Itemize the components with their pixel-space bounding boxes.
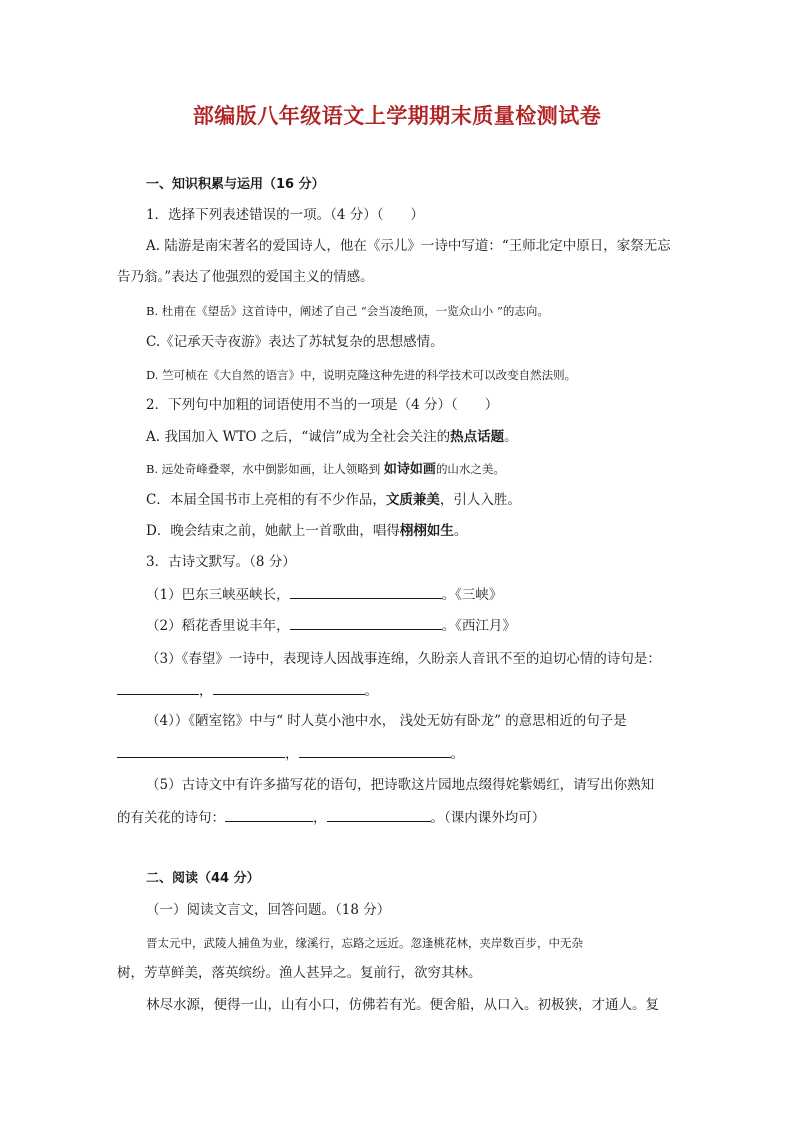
question-3-part-3-line2 <box>117 681 378 700</box>
answer-blank[interactable] <box>213 681 365 695</box>
question-1-option-a-line1: A. 陆游是南宋著名的爱国诗人，他在《示儿》一诗中写道：“王师北定中原日，家祭无忘 <box>146 238 671 254</box>
option-text: A. 我国加入 WTO 之后，“诚信”成为全社会关注的 <box>146 429 451 445</box>
poem-text: 的有关花的诗句： <box>117 810 225 826</box>
poem-source: 。《西江月》 <box>441 618 516 634</box>
comma: ， <box>313 810 327 826</box>
question-3-part-4-line1: （4））《陋室铭》中与“ 时人莫小池中水， 浅处无妨有卧龙” 的意思相近的句子是 <box>146 713 627 729</box>
answer-blank[interactable] <box>117 681 199 695</box>
question-2-option-b <box>146 460 505 479</box>
option-text: 。 <box>504 429 518 445</box>
question-3-part-5-line1: （5）古诗文中有许多描写花的语句，把诗歌这片园地点缀得姹紫嫣红，请写出你熟知 <box>146 777 655 793</box>
bold-term: 热点话题 <box>450 429 505 445</box>
note: 。（课内课外均可） <box>430 810 546 826</box>
reading-subsection-1: （一）阅读文言文，回答问题。（18 分） <box>146 902 391 918</box>
option-text: B. 远处奇峰叠翠，水中倒影如画，让人领略到 <box>146 462 384 476</box>
answer-blank[interactable] <box>225 808 313 822</box>
answer-blank[interactable] <box>327 808 431 822</box>
bold-term: 栩栩如生 <box>399 523 454 539</box>
period: 。 <box>364 683 378 699</box>
poem-source: 。《三峡》 <box>441 587 503 603</box>
section-1-heading: 一、知识积累与运用（16 分） <box>146 177 325 192</box>
question-1-stem: 1．选择下列表述错误的一项。（4 分）（ ） <box>146 207 424 223</box>
poem-text: （1）巴东三峡巫峡长， <box>146 587 290 603</box>
option-text: D．晚会结束之前，她献上一首歌曲，唱得 <box>146 523 400 539</box>
option-text: 。 <box>453 523 468 539</box>
question-1-option-a-line2: 告乃翁。”表达了他强烈的爱国主义的情感。 <box>117 269 374 285</box>
comma: ， <box>199 683 213 699</box>
answer-blank[interactable] <box>290 616 442 630</box>
question-2-stem: 2．下列句中加粗的词语使用不当的一项是（4 分）（ ） <box>146 397 499 413</box>
reading-passage-line: 林尽水源，便得一山，山有小口，仿佛若有光。便舍船，从口入。初极狭，才通人。复 <box>146 997 659 1013</box>
section-2-heading: 二、阅读（44 分） <box>146 871 260 886</box>
answer-blank[interactable] <box>290 585 442 599</box>
question-3-part-5-line2 <box>117 808 545 827</box>
page-title: 部编版八年级语文上学期期末质量检测试卷 <box>192 104 602 128</box>
period: 。 <box>450 746 464 762</box>
reading-passage-line: 晋太元中，武陵人捕鱼为业，缘溪行，忘路之远近。忽逢桃花林，夹岸数百步，中无杂 <box>146 936 583 950</box>
answer-blank[interactable] <box>299 744 451 758</box>
poem-text: （2）稻花香里说丰年， <box>146 618 290 634</box>
question-1-option-d: D. 竺可桢在《大自然的语言》中，说明克隆这种先进的科学技术可以改变自然法则。 <box>146 368 577 382</box>
comma: ， <box>285 746 299 762</box>
reading-passage-line: 树，芳草鲜美，落英缤纷。渔人甚异之。复前行，欲穷其林。 <box>117 965 482 981</box>
answer-blank[interactable] <box>117 744 285 758</box>
option-text: ，引人入胜。 <box>439 492 521 508</box>
question-2-option-d <box>146 522 467 540</box>
option-text: C．本届全国书市上亮相的有不少作品， <box>146 492 386 508</box>
question-3-part-2 <box>146 616 516 635</box>
question-3-part-4-line2 <box>117 744 464 763</box>
question-1-option-c: C.《记承天寺夜游》表达了苏轼复杂的思想感情。 <box>146 334 444 350</box>
question-3-part-1 <box>146 585 502 604</box>
question-1-option-b: B. 杜甫在《望岳》这首诗中，阐述了自己 “会当凌绝顶，一览众山小 ”的志向。 <box>146 304 549 318</box>
option-text: 的山水之美。 <box>435 462 505 476</box>
question-2-option-c <box>146 491 521 509</box>
bold-term: 文质兼美 <box>385 492 440 508</box>
bold-term: 如诗如画 <box>383 462 436 477</box>
question-3-stem: 3．古诗文默写。（8 分） <box>146 554 296 570</box>
question-3-part-3-line1: （3）《春望》一诗中，表现诗人因战事连绵，久盼亲人音讯不至的迫切心情的诗句是： <box>146 651 661 667</box>
question-2-option-a <box>146 428 518 446</box>
